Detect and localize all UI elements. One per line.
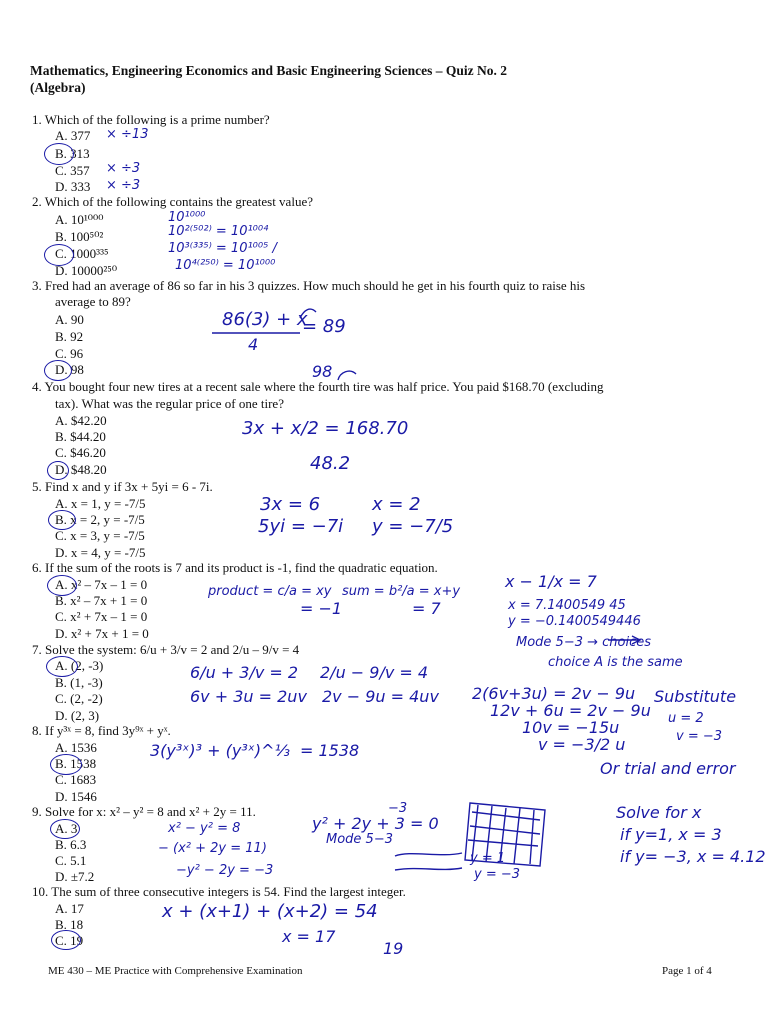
hw-q6-eq: x − 1/x = 7 [505,572,597,591]
hw-q7-trial: Or trial and error [600,759,736,778]
q4-option-b: B. $44.20 [55,429,106,444]
q1-option-a: A. 377 [55,128,91,143]
q6-option-d: D. x² + 7x + 1 = 0 [55,626,149,641]
hw-q8-result: = 1538 [300,741,360,760]
hw-q7-u: u = 2 [668,711,704,726]
quiz-title: Mathematics, Engineering Economics and Basic Engineering Sciences – Quiz No. 2 [30,63,507,78]
hw-q4-equation: 3x + x/2 = 168.70 [242,418,409,439]
q6-option-b: B. x² – 7x + 1 = 0 [55,593,148,608]
hw-q9-y2: y = −3 [474,867,521,882]
hw-q2-a: 10¹⁰⁰⁰ [168,210,206,225]
q10-option-c: C. 19 [55,933,84,948]
q3-option-c: C. 96 [55,346,84,361]
q2-option-a: A. 10¹⁰⁰⁰ [55,212,104,227]
hw-q9-case1: if y=1, x = 3 [620,825,722,844]
question-7: 7. Solve the system: 6/u + 3/v = 2 and 2/u – 9/v = 4 [32,642,300,657]
q9-option-b: B. 6.3 [55,837,87,852]
question-8: 8. If y³ˣ = 8, find 3y⁹ˣ + yˣ. [32,723,171,738]
q2-option-b: B. 100⁵⁰² [55,229,104,244]
footer-page-number: Page 1 of 4 [662,965,712,977]
question-3: 3. Fred had an average of 86 so far in his 3 quizzes. How much should he get in his fourth quiz to raise his [32,278,586,293]
hw-q7-eq1b: 6v + 3u = 2uv [190,687,307,706]
hw-q6-y: y = −0.1400549446 [508,614,641,629]
q3-option-b: B. 92 [55,329,84,344]
q2-option-c: C. 1000³³⁵ [55,246,109,261]
hw-q7-step4: v = −3/2 u [538,735,626,754]
hw-q2-d: 10⁴⁽²⁵⁰⁾ = 10¹⁰⁰⁰ [175,258,276,273]
hw-q9-solve: Solve for x [616,803,702,822]
hw-q5-line2: 5yi = −7i [258,516,344,537]
question-4-line2: tax). What was the regular price of one tire? [55,396,284,411]
hw-q8-expr: 3(y³ˣ)³ + (y³ˣ)^⅓ [150,741,291,760]
q5-option-b: B. x = 2, y = -7/5 [55,512,145,527]
hw-q10-eq: x + (x+1) + (x+2) = 54 [162,901,378,922]
q7-option-d: D. (2, 3) [55,708,100,723]
hw-q3-answer: 98 [312,362,333,381]
hw-q6-product-val: = −1 [300,599,343,618]
hw-q9-case2: if y= −3, x = 4.12 [620,847,766,866]
q7-option-a: A. (2, -3) [55,658,104,673]
question-9: 9. Solve for x: x² – y² = 8 and x² + 2y = 11. [32,804,256,819]
hw-q9-mode: Mode 5−3 [326,832,393,847]
hw-q9-quad: y² + 2y + 3 = 0 [312,814,439,833]
hw-q7-step3: 10v = −15u [522,718,620,737]
q4-option-c: C. $46.20 [55,445,106,460]
hw-q7-step1: 2(6v+3u) = 2v − 9u [472,684,636,703]
question-5: 5. Find x and y if 3x + 5yi = 6 - 7i. [32,479,213,494]
q5-option-a: A. x = 1, y = -7/5 [55,496,146,511]
hw-q9-eq2: − (x² + 2y = 11) [158,841,267,856]
question-10: 10. The sum of three consecutive integers is 54. Find the largest integer. [32,884,406,899]
hw-q6-sum: sum = b²/a = x+y [342,584,461,599]
hw-q10-x: x = 17 [282,927,336,946]
question-1: 1. Which of the following is a prime number? [32,112,270,127]
q6-option-c: C. x² + 7x – 1 = 0 [55,609,148,624]
hw-q6-sum-val: = 7 [412,599,441,618]
hw-q1-c: × ÷3 [106,161,141,176]
hw-q9-eq1: x² − y² = 8 [168,821,241,836]
question-2: 2. Which of the following contains the greatest value? [32,194,313,209]
q4-option-a: A. $42.20 [55,413,107,428]
q9-option-d: D. ±7.2 [55,869,95,884]
hw-q7-eq1: 6/u + 3/v = 2 [190,663,299,682]
q1-option-b: B. 313 [55,146,90,161]
q8-option-d: D. 1546 [55,789,97,804]
hw-q10-answer: 19 [383,939,404,958]
q8-option-c: C. 1683 [55,772,97,787]
q9-option-a: A. 3 [55,821,78,836]
hw-q9-result: −y² − 2y = −3 [176,863,274,878]
q1-option-c: C. 357 [55,163,90,178]
q1-option-d: D. 333 [55,179,91,194]
q7-option-b: B. (1, -3) [55,675,103,690]
hw-q5-x: x = 2 [372,494,421,515]
hw-q7-v: v = −3 [676,729,723,744]
hw-q6-mode: Mode 5−3 → choices [516,635,652,650]
question-6: 6. If the sum of the roots is 7 and its product is -1, find the quadratic equation. [32,560,438,575]
hw-q6-x: x = 7.1400549 45 [508,598,626,613]
hw-q1-a: × ÷13 [106,127,149,142]
q10-option-a: A. 17 [55,901,84,916]
hw-q9-y1: y = 1 [470,851,506,866]
quiz-subtitle: (Algebra) [30,80,86,95]
footer-course: ME 430 – ME Practice with Comprehensive Examination [48,965,303,977]
q8-option-b: B. 1538 [55,756,97,771]
q9-option-c: C. 5.1 [55,853,87,868]
hw-q3-denominator: 4 [248,335,259,354]
q3-option-d: D. 98 [55,362,84,377]
hw-q7-eq2: 2/u − 9/v = 4 [320,663,429,682]
hw-q6-product: product = c/a = xy [208,584,332,599]
hw-q4-answer: 48.2 [310,453,351,474]
q5-option-d: D. x = 4, y = -7/5 [55,545,146,560]
hw-q1-d: × ÷3 [106,178,141,193]
hw-q2-b: 10²⁽⁵⁰²⁾ = 10¹⁰⁰⁴ [168,224,269,239]
hw-q7-substitute: Substitute [654,687,737,706]
hw-q2-c: 10³⁽³³⁵⁾ = 10¹⁰⁰⁵ / [168,241,277,256]
q6-option-a: A. x² – 7x – 1 = 0 [55,577,148,592]
q8-option-a: A. 1536 [55,740,97,755]
q7-option-c: C. (2, -2) [55,691,103,706]
hw-q7-step2: 12v + 6u = 2v − 9u [490,701,651,720]
q10-option-b: B. 18 [55,917,84,932]
hw-q3-numerator: 86(3) + x [222,309,308,330]
hw-q5-y: y = −7/5 [372,516,454,537]
q2-option-d: D. 10000²⁵⁰ [55,263,118,278]
hw-q3-result: = 89 [302,316,346,337]
q4-option-d: D. $48.20 [55,462,107,477]
hw-q9-neg3: −3 [388,801,408,816]
q5-option-c: C. x = 3, y = -7/5 [55,528,145,543]
hw-q6-choice: choice A is the same [548,655,683,670]
question-4: 4. You bought four new tires at a recent sale where the fourth tire was half price. You paid $168.70 (excluding [32,379,604,394]
question-3-line2: average to 89? [55,294,131,309]
hw-q5-line1: 3x = 6 [260,494,321,515]
q3-option-a: A. 90 [55,312,84,327]
hw-q7-eq2b: 2v − 9u = 4uv [322,687,439,706]
